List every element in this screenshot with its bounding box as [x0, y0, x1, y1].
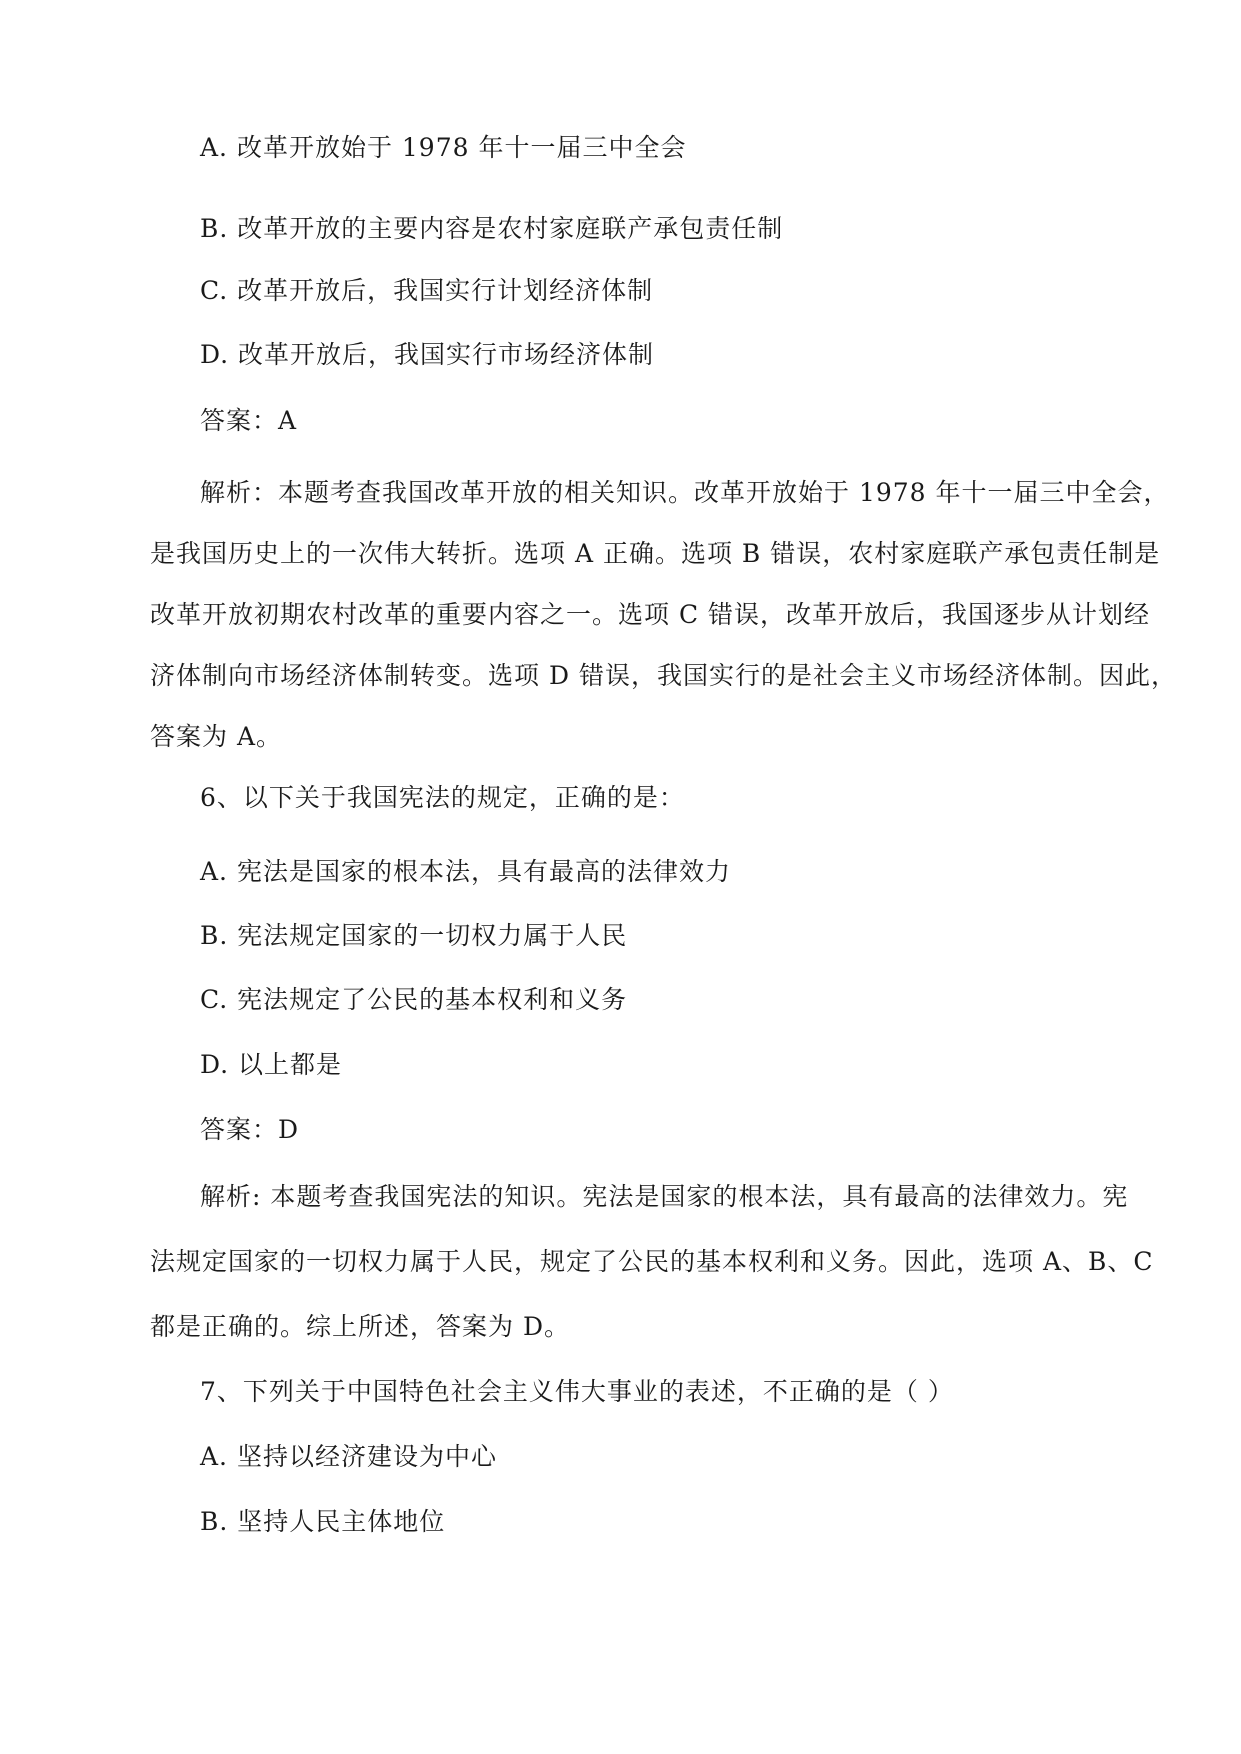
q7-option-a: A. 坚持以经济建设为中心	[200, 1442, 497, 1471]
q5-option-d: D. 改革开放后，我国实行市场经济体制	[200, 340, 655, 369]
q5-answer: 答案：A	[200, 406, 298, 435]
q5-option-a: A. 改革开放始于 1978 年十一届三中全会	[200, 133, 687, 162]
q6-option-b: B. 宪法规定国家的一切权力属于人民	[200, 921, 628, 950]
q6-option-a: A. 宪法是国家的根本法，具有最高的法律效力	[200, 857, 731, 886]
q5-analysis-line: 答案为 A。	[150, 722, 283, 751]
q5-option-b: B. 改革开放的主要内容是农村家庭联产承包责任制	[200, 214, 784, 243]
q5-analysis-line: 是我国历史上的一次伟大转折。选项 A 正确。选项 B 错误，农村家庭联产承包责任制是	[150, 539, 1161, 568]
q6-analysis-line: 解析: 本题考查我国宪法的知识。宪法是国家的根本法，具有最高的法律效力。宪	[200, 1182, 1129, 1211]
q6-analysis-line: 都是正确的。综上所述，答案为 D。	[150, 1312, 570, 1341]
q6-question: 6、以下关于我国宪法的规定，正确的是：	[200, 783, 685, 812]
q7-option-b: B. 坚持人民主体地位	[200, 1507, 446, 1536]
q7-question: 7、下列关于中国特色社会主义伟大事业的表述，不正确的是（ ）	[200, 1377, 954, 1406]
q5-analysis-line: 解析：本题考查我国改革开放的相关知识。改革开放始于 1978 年十一届三中全会，	[200, 478, 1170, 507]
q6-answer: 答案：D	[200, 1115, 300, 1144]
q5-analysis-line: 济体制向市场经济体制转变。选项 D 错误，我国实行的是社会主义市场经济体制。因此，	[150, 661, 1177, 690]
q6-option-c: C. 宪法规定了公民的基本权利和义务	[200, 985, 628, 1014]
q6-analysis-line: 法规定国家的一切权力属于人民，规定了公民的基本权利和义务。因此，选项 A、B、C	[150, 1247, 1154, 1276]
q5-analysis-line: 改革开放初期农村改革的重要内容之一。选项 C 错误，改革开放后，我国逐步从计划经	[150, 600, 1151, 629]
q5-option-c: C. 改革开放后，我国实行计划经济体制	[200, 276, 654, 305]
q6-option-d: D. 以上都是	[200, 1050, 343, 1079]
